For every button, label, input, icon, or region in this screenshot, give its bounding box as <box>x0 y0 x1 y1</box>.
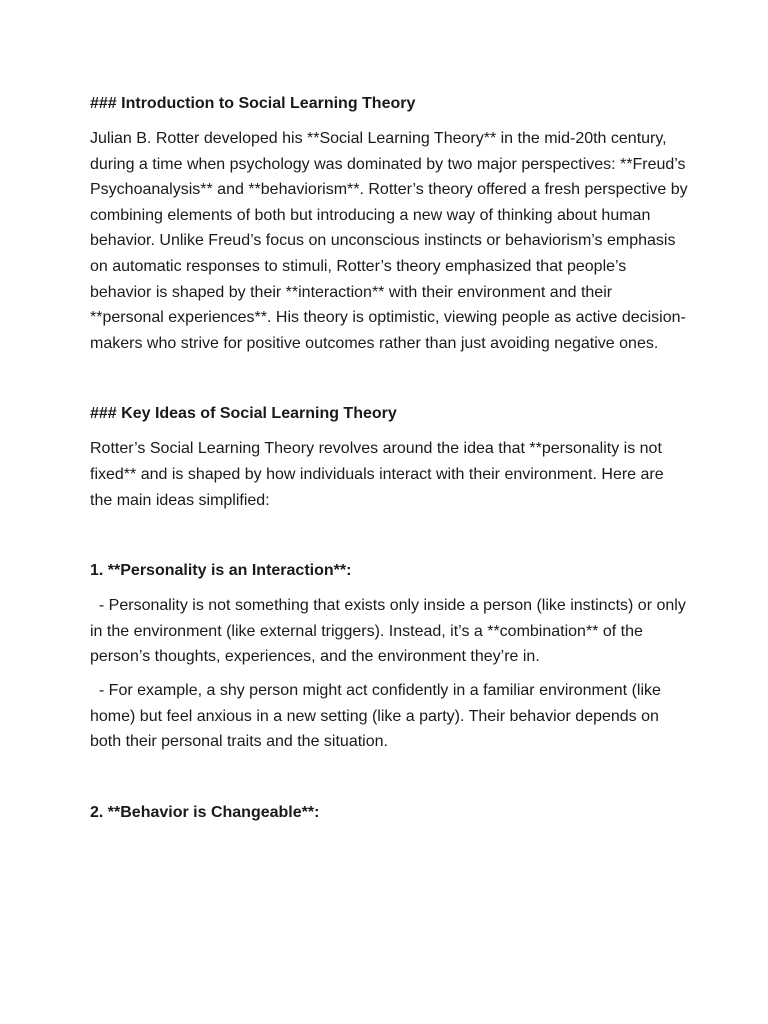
section-heading-key-ideas: ### Key Ideas of Social Learning Theory <box>90 405 397 423</box>
key-ideas-paragraph: Rotter’s Social Learning Theory revolves around the idea that **personality is not fixed** and is shaped by how individuals interact with their environment. Here are the main ideas simplified: <box>90 440 664 509</box>
point-1-bullet-2: - For example, a shy person might act confidently in a familiar environment (like home) but feel anxious in a new setting (like a party). Their behavior depends on both their personal traits and the situation. <box>90 681 666 751</box>
point-1-bullet-1: - Personality is not something that exists only inside a person (like instincts) or only in the environment (like external triggers). Instead, it’s a **combination** of the person’s thoughts, experiences, and the environment they’re in. <box>90 597 691 666</box>
section-heading-introduction: ### Introduction to Social Learning Theory <box>90 95 416 112</box>
intro-paragraph: Julian B. Rotter developed his **Social Learning Theory** in the mid-20th century, during a time when psychology was dominated by two major perspectives: **Freud’s Psychoanalysis** and **behaviorism**. Rotter’s theory offered a fresh perspective by combining elements of both but introducing a new way of thinking about human behavior. Unlike Freud’s focus on unconscious instincts or behaviorism’s emphasis on automatic responses to stimuli, Rotter’s theory emphasized that people’s behavior is shaped by their **interaction** with their environment and their **personal experiences**. His theory is optimistic, viewing people as active decision-makers who strive for positive outcomes rather than just avoiding negative ones. <box>90 130 688 352</box>
point-2-heading: 2. **Behavior is Changeable**: <box>90 803 320 821</box>
point-1-heading: 1. **Personality is an Interaction**: <box>90 562 352 580</box>
document-page <box>90 92 690 825</box>
